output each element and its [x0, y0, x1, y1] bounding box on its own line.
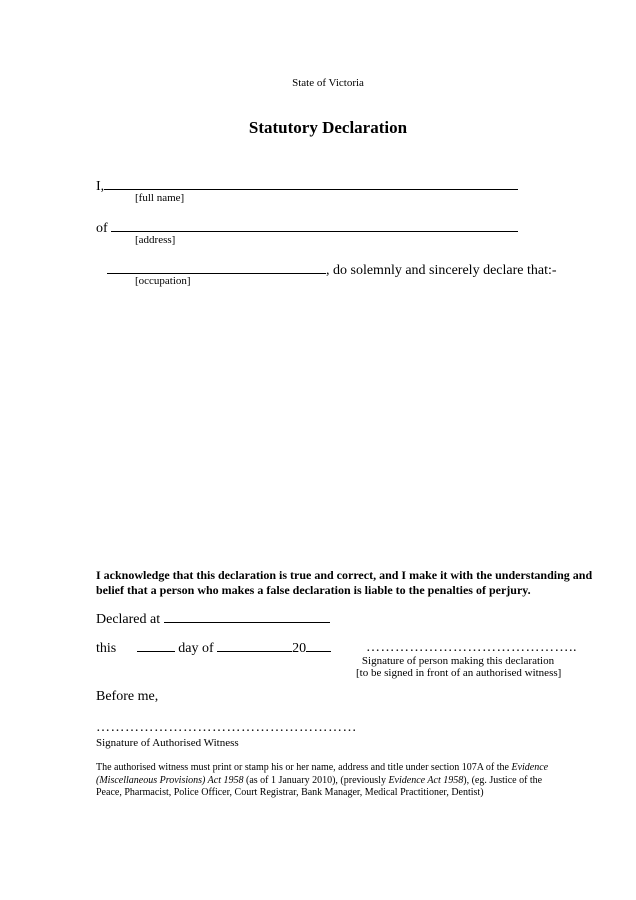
name-prefix: I, — [96, 179, 105, 194]
declared-at-field[interactable] — [164, 609, 330, 623]
declarant-signature-line[interactable]: …………………………………….. — [366, 640, 577, 655]
occupation-field[interactable] — [107, 260, 326, 274]
witness-footnote — [96, 762, 566, 800]
witness-signature-line[interactable]: ……………………………………………… — [96, 720, 357, 735]
document-title: Statutory Declaration — [248, 118, 408, 137]
declarant-signature-note: [to be signed in front of an authorised witness] — [356, 667, 562, 679]
this-label: this — [96, 641, 117, 656]
footnote-previous-act: Evidence Act 1958 — [388, 774, 464, 786]
witness-signature-caption: Signature of Authorised Witness — [96, 737, 239, 749]
acknowledgement-text: I acknowledge that this declaration is true and correct, and I make it with the understanding and belief that a person who makes a false declaration is liable to the penalties of perjury. — [96, 568, 593, 597]
full-name-field[interactable] — [104, 176, 518, 190]
footnote-part-3: ), (eg. Justice of the Peace, Pharmacist, Police Officer, Court Registrar, Bank Manager, Medical Practitioner, Dentist) — [96, 774, 543, 798]
date-line — [96, 638, 331, 657]
address-hint: [address] — [135, 234, 176, 246]
footnote-part-1: The authorised witness must print or stamp his or her name, address and title under section 107A of the — [96, 762, 512, 773]
declared-at-line — [96, 609, 330, 628]
day-field[interactable] — [137, 638, 175, 652]
declared-at-label: Declared at — [96, 612, 161, 627]
footnote-part-2: (as of 1 January 2010), (previously — [243, 774, 389, 786]
declare-text: , do solemnly and sincerely declare that:- — [326, 263, 557, 278]
declarant-signature-caption: Signature of person making this declaration — [361, 655, 555, 667]
footnote-act-title: Evidence (Miscellaneous Provisions) Act 1958 — [96, 762, 549, 786]
occupation-hint: [occupation] — [135, 275, 191, 287]
address-prefix: of — [96, 221, 108, 236]
year-prefix: 20 — [292, 641, 307, 656]
month-field[interactable] — [217, 638, 292, 652]
before-me-label: Before me, — [96, 689, 159, 704]
state-heading: State of Victoria — [292, 77, 364, 89]
day-of-label: day of — [178, 641, 214, 656]
full-name-hint: [full name] — [135, 192, 185, 204]
year-field[interactable] — [306, 638, 331, 652]
address-field[interactable] — [111, 218, 518, 232]
